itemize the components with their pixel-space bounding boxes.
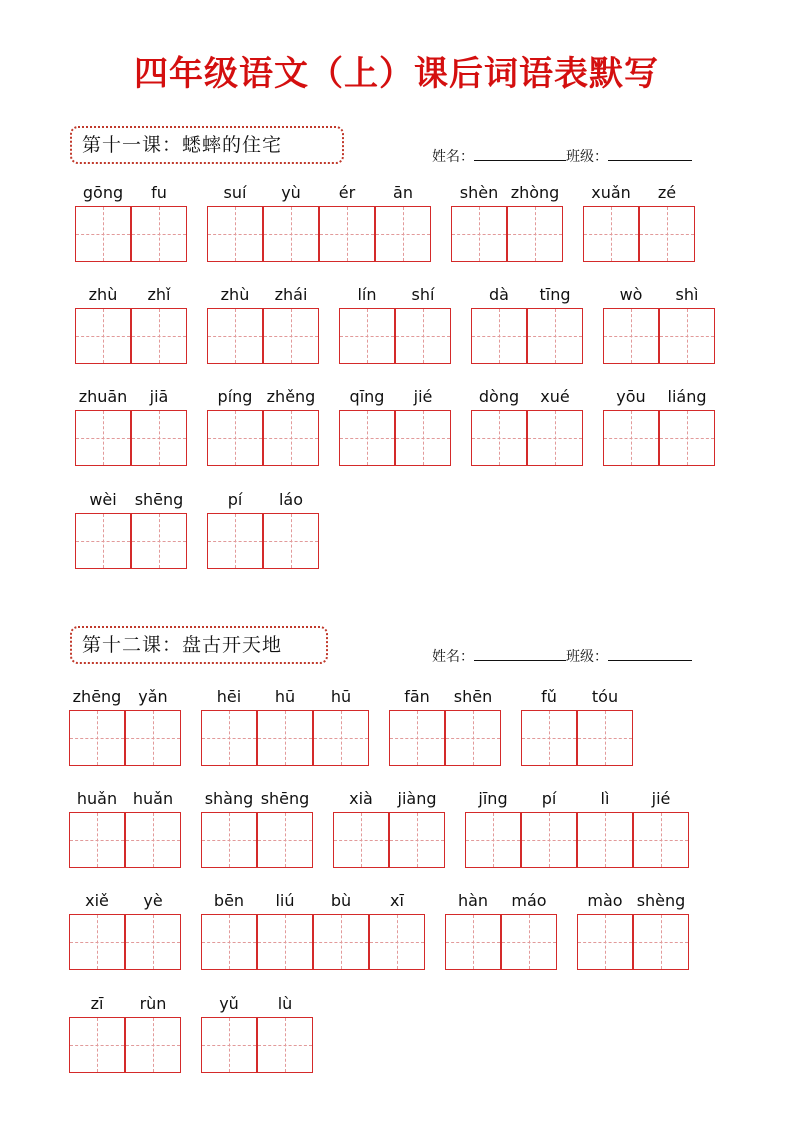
word-grid xyxy=(201,684,369,766)
tianzige-box[interactable] xyxy=(201,812,257,868)
char-cell xyxy=(465,786,521,868)
char-cell xyxy=(313,888,369,970)
char-cell xyxy=(69,684,125,766)
name-input-line[interactable] xyxy=(474,646,566,661)
tianzige-box[interactable] xyxy=(521,710,577,766)
pinyin-label: píng xyxy=(217,387,253,406)
char-cell xyxy=(451,180,507,262)
char-cell xyxy=(257,786,313,868)
tianzige-box[interactable] xyxy=(313,914,369,970)
pinyin-label: shēng xyxy=(260,789,310,808)
pinyin-label: fǔ xyxy=(541,687,557,706)
tianzige-box[interactable] xyxy=(577,812,633,868)
char-cell xyxy=(527,282,583,364)
word-grid xyxy=(603,282,715,364)
char-cell xyxy=(201,888,257,970)
name-label: 姓名： xyxy=(432,149,474,165)
pinyin-label: ér xyxy=(338,183,356,202)
tianzige-box[interactable] xyxy=(263,410,319,466)
pinyin-label: shì xyxy=(675,285,699,304)
word-grid xyxy=(339,384,451,466)
word-grid xyxy=(201,991,313,1073)
class-input-line[interactable] xyxy=(608,646,692,661)
pinyin-label: yǎn xyxy=(138,687,168,706)
tianzige-box[interactable] xyxy=(313,710,369,766)
pinyin-label: fān xyxy=(404,687,430,706)
tianzige-box[interactable] xyxy=(451,206,507,262)
pinyin-label: zhù xyxy=(88,285,118,304)
char-cell xyxy=(395,282,451,364)
char-cell xyxy=(131,487,187,569)
tianzige-box[interactable] xyxy=(445,914,501,970)
pinyin-label: zī xyxy=(90,994,104,1013)
char-cell xyxy=(207,282,263,364)
tianzige-box[interactable] xyxy=(125,710,181,766)
pinyin-label: láo xyxy=(278,490,304,509)
word-grid xyxy=(207,384,319,466)
pinyin-label: yōu xyxy=(616,387,646,406)
char-cell xyxy=(207,180,263,262)
tianzige-box[interactable] xyxy=(659,308,715,364)
char-cell xyxy=(131,384,187,466)
word-grid xyxy=(583,180,695,262)
tianzige-box[interactable] xyxy=(471,308,527,364)
pinyin-label: jié xyxy=(413,387,433,406)
char-cell xyxy=(257,888,313,970)
char-cell xyxy=(633,786,689,868)
pinyin-label: lín xyxy=(357,285,377,304)
char-cell xyxy=(583,180,639,262)
pinyin-label: hū xyxy=(330,687,352,706)
name-class-fields xyxy=(432,646,692,667)
pinyin-label: shí xyxy=(411,285,435,304)
page-title: 四年级语文（上）课后词语表默写 xyxy=(134,54,659,94)
char-cell xyxy=(75,384,131,466)
char-cell xyxy=(445,684,501,766)
char-cell xyxy=(69,991,125,1073)
char-cell xyxy=(313,684,369,766)
pinyin-label: hēi xyxy=(216,687,242,706)
tianzige-box[interactable] xyxy=(131,308,187,364)
tianzige-box[interactable] xyxy=(207,206,263,262)
char-cell xyxy=(603,384,659,466)
char-cell xyxy=(125,888,181,970)
pinyin-label: zhuān xyxy=(78,387,128,406)
pinyin-label: xiě xyxy=(85,891,109,910)
char-cell xyxy=(257,991,313,1073)
tianzige-box[interactable] xyxy=(207,513,263,569)
char-cell xyxy=(69,888,125,970)
tianzige-box[interactable] xyxy=(69,710,125,766)
char-cell xyxy=(375,180,431,262)
tianzige-box[interactable] xyxy=(263,513,319,569)
word-grid xyxy=(389,684,501,766)
tianzige-box[interactable] xyxy=(577,710,633,766)
tianzige-box[interactable] xyxy=(263,308,319,364)
tianzige-box[interactable] xyxy=(75,308,131,364)
char-cell xyxy=(75,180,131,262)
char-cell xyxy=(471,384,527,466)
tianzige-box[interactable] xyxy=(257,710,313,766)
pinyin-label: zhěng xyxy=(266,387,316,406)
tianzige-box[interactable] xyxy=(389,812,445,868)
pinyin-label: mào xyxy=(587,891,623,910)
pinyin-label: dòng xyxy=(478,387,520,406)
tianzige-box[interactable] xyxy=(263,206,319,262)
char-cell xyxy=(201,991,257,1073)
tianzige-box[interactable] xyxy=(633,914,689,970)
tianzige-box[interactable] xyxy=(69,812,125,868)
pinyin-label: liú xyxy=(275,891,295,910)
tianzige-box[interactable] xyxy=(445,710,501,766)
char-cell xyxy=(257,684,313,766)
char-cell xyxy=(263,282,319,364)
char-cell xyxy=(659,384,715,466)
word-grid xyxy=(201,888,425,970)
pinyin-label: zhēng xyxy=(72,687,122,706)
pinyin-label: máo xyxy=(511,891,547,910)
char-cell xyxy=(521,786,577,868)
pinyin-label: yǔ xyxy=(219,994,239,1013)
tianzige-box[interactable] xyxy=(369,914,425,970)
tianzige-box[interactable] xyxy=(201,914,257,970)
char-cell xyxy=(125,786,181,868)
pinyin-label: gōng xyxy=(82,183,124,202)
tianzige-box[interactable] xyxy=(465,812,521,868)
tianzige-box[interactable] xyxy=(577,914,633,970)
class-label: 班级： xyxy=(566,149,608,165)
pinyin-label: liáng xyxy=(667,387,707,406)
tianzige-box[interactable] xyxy=(75,410,131,466)
tianzige-box[interactable] xyxy=(639,206,695,262)
char-cell xyxy=(501,888,557,970)
tianzige-box[interactable] xyxy=(521,812,577,868)
pinyin-label: shèng xyxy=(636,891,686,910)
pinyin-label: yù xyxy=(281,183,301,202)
tianzige-box[interactable] xyxy=(375,206,431,262)
pinyin-label: xī xyxy=(390,891,404,910)
pinyin-label: zhái xyxy=(274,285,308,304)
word-grid xyxy=(451,180,563,262)
tianzige-box[interactable] xyxy=(633,812,689,868)
tianzige-box[interactable] xyxy=(339,410,395,466)
char-cell xyxy=(389,684,445,766)
tianzige-box[interactable] xyxy=(333,812,389,868)
pinyin-label: hū xyxy=(274,687,296,706)
char-cell xyxy=(125,684,181,766)
tianzige-box[interactable] xyxy=(131,513,187,569)
tianzige-box[interactable] xyxy=(201,1017,257,1073)
pinyin-label: huǎn xyxy=(132,789,174,808)
name-class-fields xyxy=(432,146,692,167)
pinyin-label: tóu xyxy=(591,687,619,706)
char-cell xyxy=(527,384,583,466)
char-cell xyxy=(75,282,131,364)
char-cell xyxy=(75,487,131,569)
char-cell xyxy=(333,786,389,868)
pinyin-label: zhòng xyxy=(510,183,560,202)
char-cell xyxy=(389,786,445,868)
tianzige-box[interactable] xyxy=(501,914,557,970)
pinyin-label: pí xyxy=(541,789,557,808)
name-input-line[interactable] xyxy=(474,146,566,161)
char-cell xyxy=(633,888,689,970)
pinyin-label: zhǐ xyxy=(147,285,171,304)
tianzige-box[interactable] xyxy=(507,206,563,262)
class-label: 班级： xyxy=(566,649,608,665)
char-cell xyxy=(131,180,187,262)
tianzige-box[interactable] xyxy=(257,1017,313,1073)
tianzige-box[interactable] xyxy=(659,410,715,466)
word-grid xyxy=(471,384,583,466)
char-cell xyxy=(507,180,563,262)
word-grid xyxy=(465,786,689,868)
tianzige-box[interactable] xyxy=(257,914,313,970)
pinyin-label: lù xyxy=(277,994,293,1013)
pinyin-label: bēn xyxy=(213,891,245,910)
tianzige-box[interactable] xyxy=(125,914,181,970)
word-grid xyxy=(445,888,557,970)
tianzige-box[interactable] xyxy=(257,812,313,868)
pinyin-label: shèn xyxy=(459,183,499,202)
pinyin-label: xià xyxy=(349,789,373,808)
word-grid xyxy=(471,282,583,364)
tianzige-box[interactable] xyxy=(125,812,181,868)
pinyin-label: zé xyxy=(657,183,677,202)
char-cell xyxy=(125,991,181,1073)
pinyin-label: yè xyxy=(143,891,163,910)
char-cell xyxy=(263,384,319,466)
char-cell xyxy=(445,888,501,970)
pinyin-label: jiā xyxy=(149,387,169,406)
pinyin-label: wèi xyxy=(89,490,117,509)
tianzige-box[interactable] xyxy=(471,410,527,466)
char-cell xyxy=(201,786,257,868)
char-cell xyxy=(603,282,659,364)
tianzige-box[interactable] xyxy=(339,308,395,364)
word-grid xyxy=(201,786,313,868)
pinyin-label: pí xyxy=(227,490,243,509)
word-grid xyxy=(75,180,187,262)
char-cell xyxy=(577,786,633,868)
pinyin-label: huǎn xyxy=(76,789,118,808)
char-cell xyxy=(395,384,451,466)
pinyin-label: hàn xyxy=(457,891,489,910)
tianzige-box[interactable] xyxy=(583,206,639,262)
pinyin-label: jīng xyxy=(478,789,508,808)
pinyin-label: ān xyxy=(393,183,413,202)
char-cell xyxy=(263,487,319,569)
pinyin-label: shēng xyxy=(134,490,184,509)
pinyin-label: xué xyxy=(540,387,570,406)
pinyin-label: shàng xyxy=(204,789,254,808)
tianzige-box[interactable] xyxy=(207,410,263,466)
name-label: 姓名： xyxy=(432,649,474,665)
word-grid xyxy=(69,991,181,1073)
pinyin-label: xuǎn xyxy=(591,183,631,202)
pinyin-label: bù xyxy=(330,891,352,910)
char-cell xyxy=(521,684,577,766)
pinyin-label: suí xyxy=(223,183,247,202)
tianzige-box[interactable] xyxy=(395,410,451,466)
lesson-heading: 第十一课：蟋蟀的住宅 xyxy=(70,126,344,164)
char-cell xyxy=(207,384,263,466)
word-grid xyxy=(75,384,187,466)
pinyin-label: lì xyxy=(600,789,610,808)
pinyin-label: dà xyxy=(489,285,509,304)
pinyin-label: qīng xyxy=(349,387,385,406)
pinyin-label: fu xyxy=(151,183,167,202)
word-grid xyxy=(521,684,633,766)
pinyin-label: zhù xyxy=(220,285,250,304)
char-cell xyxy=(319,180,375,262)
pinyin-label: wò xyxy=(619,285,643,304)
tianzige-box[interactable] xyxy=(131,410,187,466)
tianzige-box[interactable] xyxy=(527,308,583,364)
lesson-heading: 第十二课：盘古开天地 xyxy=(70,626,328,664)
tianzige-box[interactable] xyxy=(69,1017,125,1073)
tianzige-box[interactable] xyxy=(389,710,445,766)
tianzige-box[interactable] xyxy=(69,914,125,970)
tianzige-box[interactable] xyxy=(207,308,263,364)
tianzige-box[interactable] xyxy=(603,308,659,364)
word-grid xyxy=(75,282,187,364)
char-cell xyxy=(369,888,425,970)
tianzige-box[interactable] xyxy=(395,308,451,364)
char-cell xyxy=(131,282,187,364)
char-cell xyxy=(577,684,633,766)
word-grid xyxy=(75,487,187,569)
char-cell xyxy=(207,487,263,569)
word-grid xyxy=(207,282,319,364)
word-grid xyxy=(333,786,445,868)
char-cell xyxy=(471,282,527,364)
char-cell xyxy=(339,384,395,466)
word-grid xyxy=(69,786,181,868)
tianzige-box[interactable] xyxy=(75,513,131,569)
word-grid xyxy=(207,180,431,262)
tianzige-box[interactable] xyxy=(319,206,375,262)
char-cell xyxy=(577,888,633,970)
char-cell xyxy=(339,282,395,364)
word-grid xyxy=(69,888,181,970)
pinyin-label: rùn xyxy=(139,994,167,1013)
char-cell xyxy=(659,282,715,364)
tianzige-box[interactable] xyxy=(603,410,659,466)
tianzige-box[interactable] xyxy=(527,410,583,466)
class-input-line[interactable] xyxy=(608,146,692,161)
pinyin-label: tīng xyxy=(539,285,571,304)
char-cell xyxy=(69,786,125,868)
char-cell xyxy=(639,180,695,262)
tianzige-box[interactable] xyxy=(75,206,131,262)
tianzige-box[interactable] xyxy=(201,710,257,766)
tianzige-box[interactable] xyxy=(131,206,187,262)
word-grid xyxy=(577,888,689,970)
word-grid xyxy=(603,384,715,466)
pinyin-label: shēn xyxy=(453,687,493,706)
char-cell xyxy=(201,684,257,766)
pinyin-label: jiàng xyxy=(397,789,437,808)
pinyin-label: jié xyxy=(651,789,671,808)
word-grid xyxy=(69,684,181,766)
word-grid xyxy=(339,282,451,364)
tianzige-box[interactable] xyxy=(125,1017,181,1073)
word-grid xyxy=(207,487,319,569)
char-cell xyxy=(263,180,319,262)
